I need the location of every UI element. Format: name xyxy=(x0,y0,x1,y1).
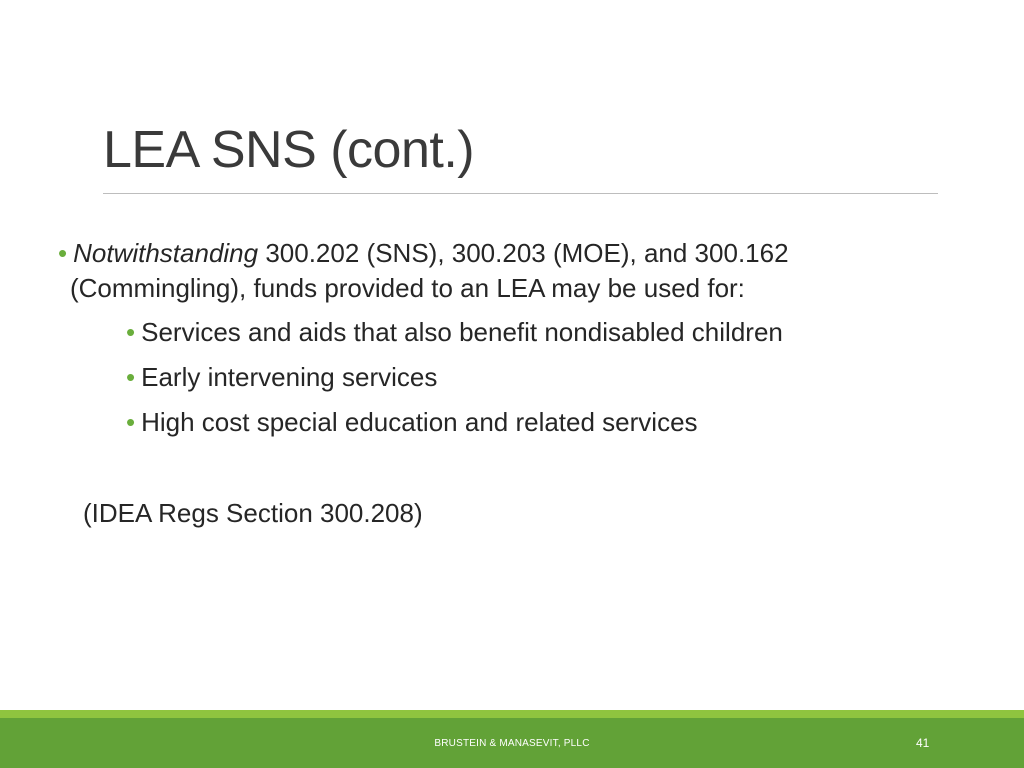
bullet-dot-icon: • xyxy=(126,362,136,392)
page-number: 41 xyxy=(916,736,930,750)
sub-bullet-list xyxy=(126,316,783,451)
sub-bullet-item xyxy=(126,361,783,406)
sub-bullet-item xyxy=(126,406,783,451)
title-divider xyxy=(103,193,938,194)
main-bullet xyxy=(58,236,938,306)
sub-bullet-text: Services and aids that also benefit nondisabled children xyxy=(141,317,783,347)
bullet-text-line1: 300.202 (SNS), 300.203 (MOE), and 300.162 xyxy=(258,238,789,268)
bullet-italic-lead: Notwithstanding xyxy=(73,238,259,268)
bullet-dot-icon: • xyxy=(126,317,136,347)
bullet-dot-icon: • xyxy=(58,238,68,268)
sub-bullet-text: Early intervening services xyxy=(141,362,438,392)
sub-bullet-text: High cost special education and related services xyxy=(141,407,698,437)
citation: (IDEA Regs Section 300.208) xyxy=(83,498,423,528)
footer-firm-name: BRUSTEIN & MANASEVIT, PLLC xyxy=(434,738,590,749)
footer-accent-bar xyxy=(0,710,1024,718)
bullet-text-line2: (Commingling), funds provided to an LEA may be used for: xyxy=(70,273,745,303)
slide-title: LEA SNS (cont.) xyxy=(103,121,475,179)
bullet-dot-icon: • xyxy=(126,407,136,437)
sub-bullet-item xyxy=(126,316,783,361)
